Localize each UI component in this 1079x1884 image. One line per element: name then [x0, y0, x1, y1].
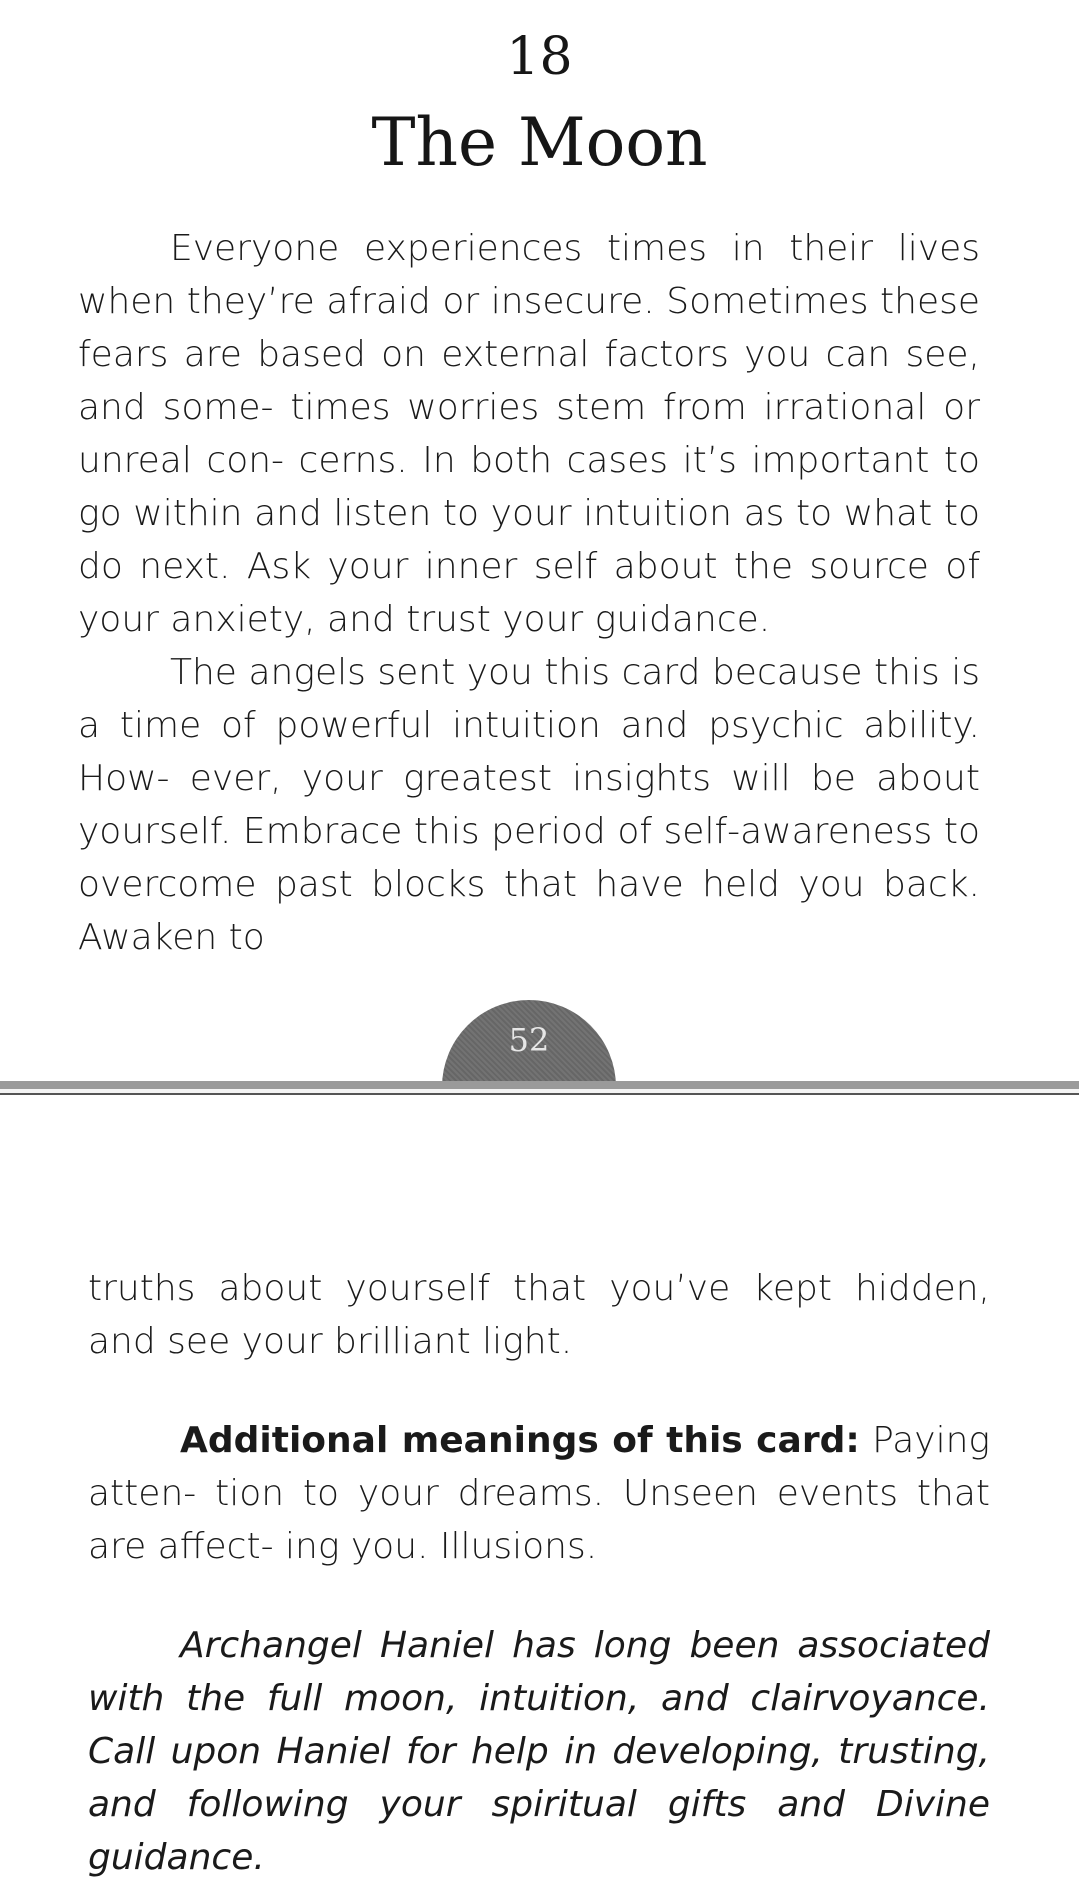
paragraph-continuation: truths about yourself that you’ve kept hidden, and see your brilliant light. [88, 1268, 990, 1362]
upper-body-text [78, 222, 980, 964]
additional-meanings [88, 1414, 990, 1573]
paragraph-fears: Everyone experiences times in their lives when they’re afraid or insecure. Sometimes these fears are based on external factors you can see, and some- times worries stem from irrational or unreal con- cerns. In both cases it’s important to go within and listen to your intuition as to what to do next. Ask your inner self about the source of your anxiety, and trust your guidance. [78, 228, 980, 640]
page-number: 52 [508, 1021, 550, 1059]
lower-body-text [88, 1262, 990, 1884]
card-title: The Moon [371, 104, 708, 181]
additional-meanings-text: Paying atten- tion to your dreams. Unseen events that are affect- ing you. Illusions. [88, 1420, 990, 1567]
archangel-note: Archangel Haniel has long been associated with the full moon, intuition, and clairvoyance. Call upon Haniel for help in developing, trusting, and following your spiritual gifts and Divine guidance. [88, 1625, 990, 1878]
page-divider [0, 1081, 1079, 1097]
additional-meanings-label: Additional meanings of this card: [180, 1420, 860, 1461]
card-number: 18 [506, 27, 573, 87]
paragraph-angels: The angels sent you this card because this is a time of powerful intuition and psychic ability. How- ever, your greatest insights will be about yourself. Embrace this period of self-awareness to overcome past blocks that have held you back. Awaken to [78, 652, 980, 958]
